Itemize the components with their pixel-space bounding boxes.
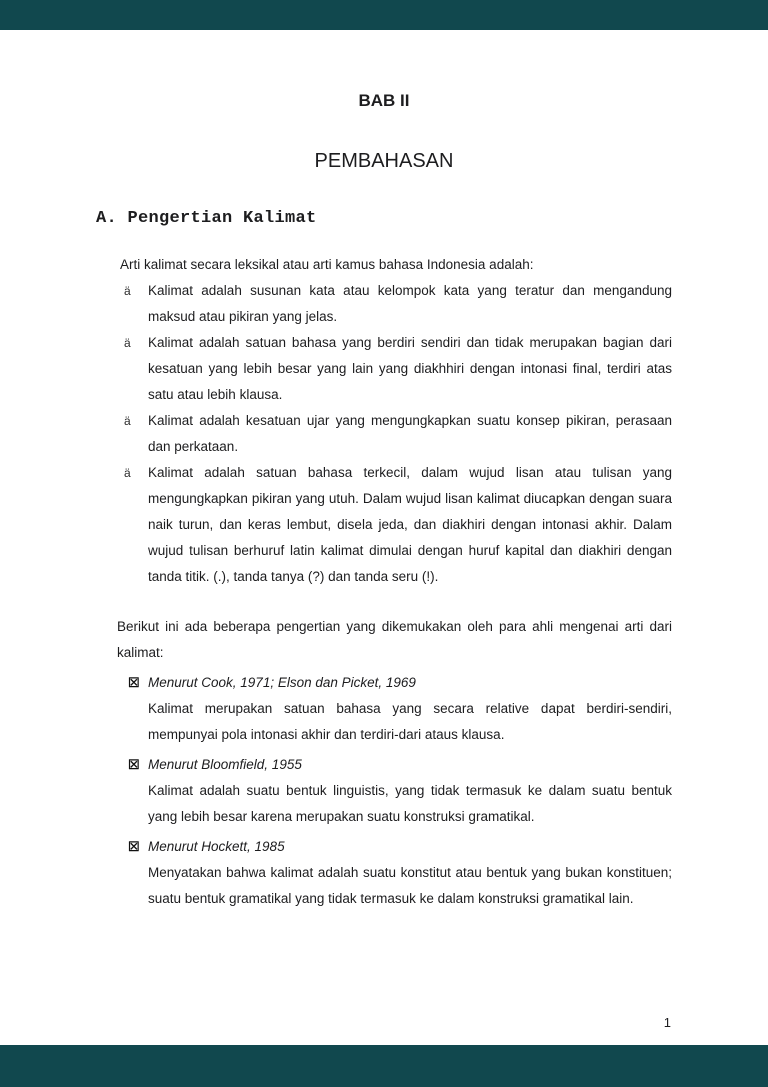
expert-heading: [96, 833, 672, 860]
expert-definition-list: [96, 669, 672, 912]
section-heading-a: A. Pengertian Kalimat: [96, 209, 317, 228]
intro-paragraph: Arti kalimat secara leksikal atau arti kamus bahasa Indonesia adalah:: [120, 257, 534, 272]
bullet-icon: ä: [124, 284, 131, 298]
list-item-text: Kalimat adalah susunan kata atau kelompok kata yang teratur dan mengandung maksud atau pikiran yang jelas.: [148, 283, 672, 324]
document-page: [0, 30, 768, 1045]
expert-definition-text: Kalimat merupakan satuan bahasa yang secara relative dapat berdiri-sendiri, mempunyai pola intonasi akhir dan terdiri-dari ataus klausa.: [148, 701, 672, 742]
list-item-text: Kalimat adalah satuan bahasa terkecil, dalam wujud lisan atau tulisan yang mengungkapkan pikiran yang utuh. Dalam wujud lisan kalimat diucapkan dengan suara naik turun, dan keras lembut, disela jeda, dan diakhiri dengan intonasi akhir. Dalam wujud tulisan berhuruf latin kalimat dimulai dengan huruf kapital dan diakhiri dengan tanda titik. (.), tanda tanya (?) dan tanda seru (!).: [148, 465, 672, 584]
list-item: [96, 669, 672, 748]
bottom-border-bar: [0, 1045, 768, 1087]
bullet-icon: ä: [124, 414, 131, 428]
expert-heading: [96, 669, 672, 696]
experts-intro-paragraph: Berikut ini ada beberapa pengertian yang dikemukakan oleh para ahli mengenai arti dari kalimat:: [117, 619, 672, 660]
page-number: 1: [663, 1015, 671, 1030]
list-item: [96, 330, 672, 408]
expert-source-title: Menurut Cook, 1971; Elson dan Picket, 1969: [148, 675, 416, 690]
list-item-text: Kalimat adalah satuan bahasa yang berdiri sendiri dan tidak merupakan bagian dari kesatuan yang lebih besar yang lain yang diakhhiri dengan intonasi final, terdiri atas satu atau lebih klausa.: [148, 335, 672, 402]
list-item: [96, 751, 672, 830]
list-item: [96, 408, 672, 460]
list-item-text: Kalimat adalah kesatuan ujar yang mengungkapkan suatu konsep pikiran, perasaan dan perkataan.: [148, 413, 672, 454]
checkbox-x-icon: ☒: [128, 757, 140, 772]
expert-definition-text: Kalimat adalah suatu bentuk linguistis, yang tidak termasuk ke dalam suatu bentuk yang lebih besar karena merupakan suatu konstruksi gramatikal.: [148, 783, 672, 824]
list-item: [96, 278, 672, 330]
bullet-icon: ä: [124, 336, 131, 350]
expert-definition-text: Menyatakan bahwa kalimat adalah suatu konstitut atau bentuk yang bukan konstituen; suatu bentuk gramatikal yang tidak termasuk ke dalam konstruksi gramatikal lain.: [148, 865, 672, 906]
expert-source-title: Menurut Bloomfield, 1955: [148, 757, 302, 772]
section-title: PEMBAHASAN: [314, 150, 454, 172]
bullet-icon: ä: [124, 466, 131, 480]
checkbox-x-icon: ☒: [128, 675, 140, 690]
checkbox-x-icon: ☒: [128, 839, 140, 854]
definition-list: [96, 278, 672, 590]
expert-heading: [96, 751, 672, 778]
top-border-bar: [0, 0, 768, 30]
list-item: [96, 833, 672, 912]
chapter-title: BAB II: [358, 91, 410, 110]
list-item: [96, 460, 672, 590]
expert-source-title: Menurut Hockett, 1985: [148, 839, 285, 854]
